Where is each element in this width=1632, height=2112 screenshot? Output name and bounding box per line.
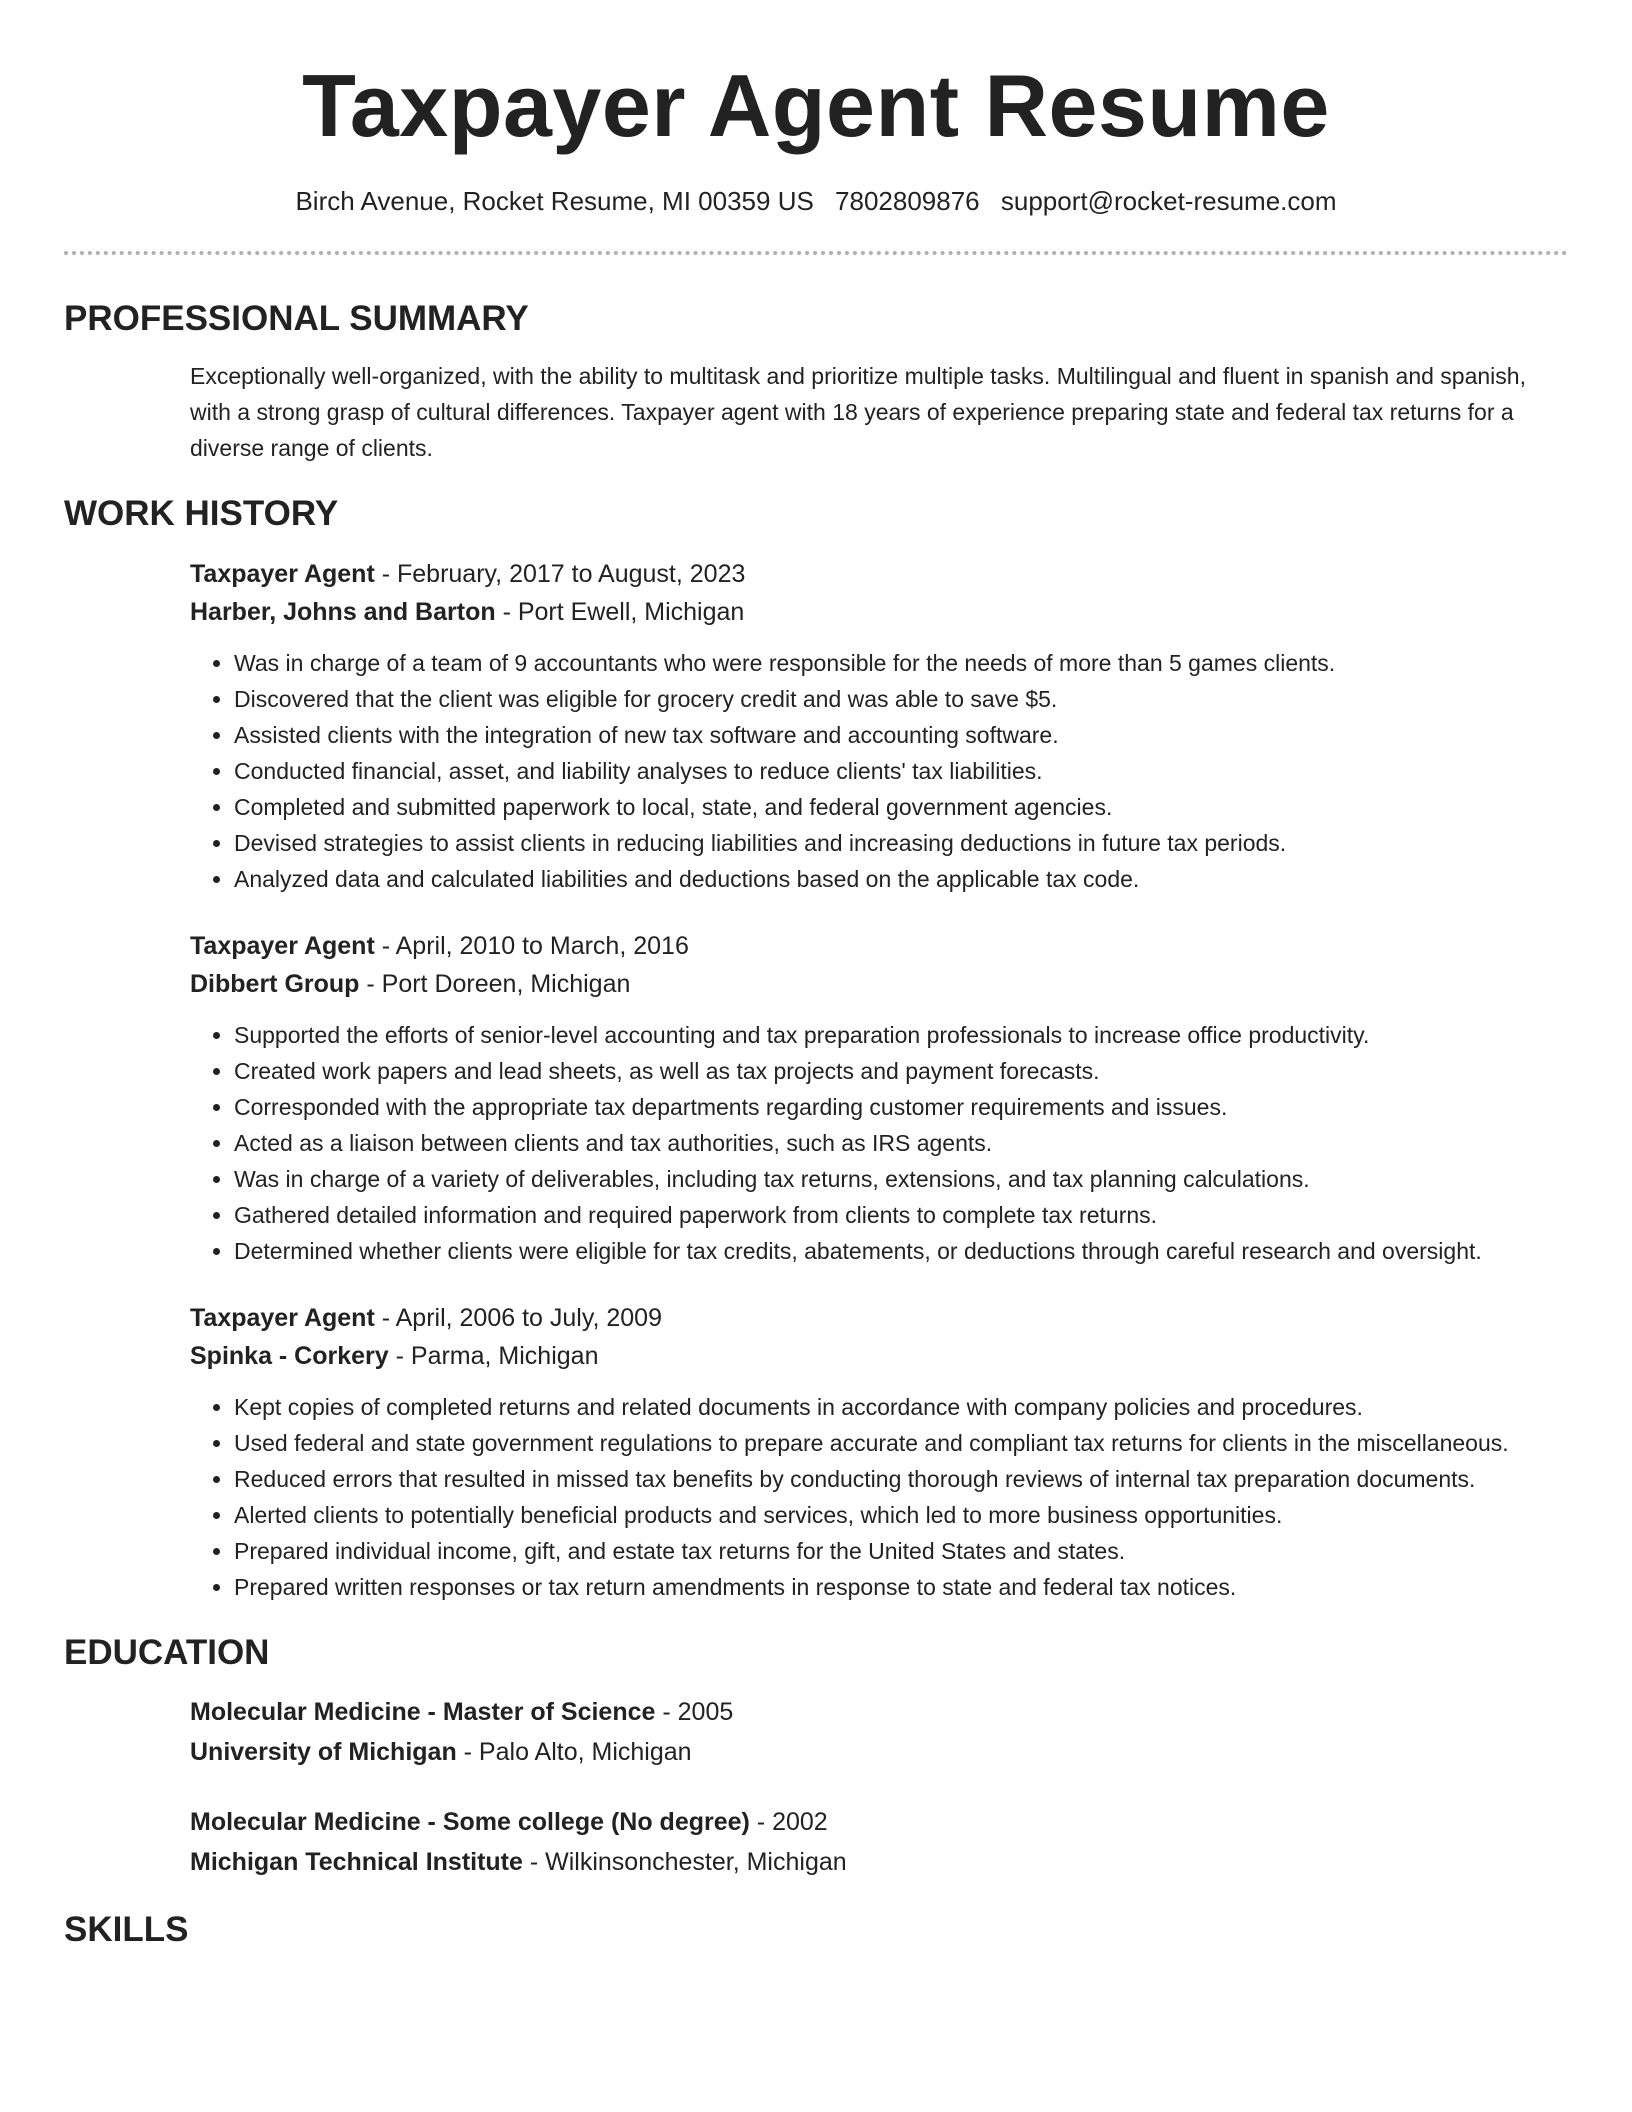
education-degree-line <box>190 1692 1558 1732</box>
job-bullet-list <box>190 1389 1558 1605</box>
job-company-line <box>190 965 1558 1003</box>
list-item: • Acted as a liaison between clients and tax authorities, such as IRS agents. <box>234 1125 1558 1161</box>
list-item: • Completed and submitted paperwork to local, state, and federal government agencies. <box>234 789 1558 825</box>
summary-text: Exceptionally well-organized, with the ability to multitask and prioritize multiple tasks. Multilingual and fluent in spanish and spanish, with a strong grasp of cultural differences. Taxpayer agent with 18 years of experience preparing state and federal tax returns for a diverse range of clients. <box>190 363 1526 461</box>
list-item: • Discovered that the client was eligible for grocery credit and was able to save $5. <box>234 681 1558 717</box>
job-location: - Port Ewell, Michigan <box>495 598 745 626</box>
list-item: • Gathered detailed information and required paperwork from clients to complete tax returns. <box>234 1197 1558 1233</box>
education-school: Michigan Technical Institute <box>190 1848 523 1876</box>
education-school: University of Michigan <box>190 1738 457 1766</box>
job-entry <box>190 927 1558 1269</box>
list-item: • Used federal and state government regulations to prepare accurate and compliant tax returns for clients in the miscellaneous. <box>234 1425 1558 1461</box>
education-year: - 2002 <box>749 1808 828 1836</box>
list-item: • Was in charge of a team of 9 accountants who were responsible for the needs of more than 5 games clients. <box>234 645 1558 681</box>
summary-section <box>64 358 1568 466</box>
list-item: • Was in charge of a variety of deliverables, including tax returns, extensions, and tax planning calculations. <box>234 1161 1558 1197</box>
job-dates: - February, 2017 to August, 2023 <box>374 560 746 588</box>
list-item: • Conducted financial, asset, and liability analyses to reduce clients' tax liabilities. <box>234 753 1558 789</box>
list-item: • Alerted clients to potentially beneficial products and services, which led to more business opportunities. <box>234 1497 1558 1533</box>
education-location: - Wilkinsonchester, Michigan <box>522 1848 847 1876</box>
job-location: - Parma, Michigan <box>388 1342 599 1370</box>
education-location: - Palo Alto, Michigan <box>456 1738 692 1766</box>
list-item: • Prepared written responses or tax return amendments in response to state and federal tax notices. <box>234 1569 1558 1605</box>
job-company-line <box>190 593 1558 631</box>
list-item: • Kept copies of completed returns and related documents in accordance with company policies and procedures. <box>234 1389 1558 1425</box>
education-section <box>64 1692 1568 1882</box>
education-year: - 2005 <box>655 1698 734 1726</box>
email-text: support@rocket-resume.com <box>1000 186 1337 216</box>
list-item: • Analyzed data and calculated liabilities and deductions based on the applicable tax code. <box>234 861 1558 897</box>
job-company-line <box>190 1337 1558 1375</box>
phone-text: 7802809876 <box>835 186 980 216</box>
address-text: Birch Avenue, Rocket Resume, MI 00359 US <box>295 186 814 216</box>
job-entry <box>190 1299 1558 1605</box>
summary-heading: PROFESSIONAL SUMMARY <box>64 299 529 338</box>
header-divider <box>64 251 1568 255</box>
list-item: • Reduced errors that resulted in missed tax benefits by conducting thorough reviews of internal tax preparation documents. <box>234 1461 1558 1497</box>
job-location: - Port Doreen, Michigan <box>359 970 631 998</box>
education-degree-line <box>190 1802 1558 1842</box>
list-item: • Created work papers and lead sheets, as well as tax projects and payment forecasts. <box>234 1053 1558 1089</box>
list-item: • Devised strategies to assist clients in reducing liabilities and increasing deductions in future tax periods. <box>234 825 1558 861</box>
contact-line <box>64 186 1568 217</box>
work-history-section <box>64 555 1568 1605</box>
job-entry <box>190 555 1558 897</box>
resume-title: Taxpayer Agent Resume <box>302 56 1330 155</box>
list-item: • Corresponded with the appropriate tax departments regarding customer requirements and issues. <box>234 1089 1558 1125</box>
job-dates: - April, 2006 to July, 2009 <box>374 1304 662 1332</box>
education-degree: Molecular Medicine - Master of Science <box>190 1698 656 1726</box>
job-role: Taxpayer Agent <box>190 932 375 960</box>
education-entry <box>190 1802 1558 1882</box>
job-role: Taxpayer Agent <box>190 1304 375 1332</box>
education-heading: EDUCATION <box>64 1633 270 1672</box>
job-role-line <box>190 555 1558 593</box>
education-school-line <box>190 1842 1558 1882</box>
job-role-line <box>190 927 1558 965</box>
job-dates: - April, 2010 to March, 2016 <box>374 932 689 960</box>
education-degree: Molecular Medicine - Some college (No degree) <box>190 1808 750 1836</box>
list-item: • Prepared individual income, gift, and estate tax returns for the United States and states. <box>234 1533 1558 1569</box>
list-item: • Assisted clients with the integration of new tax software and accounting software. <box>234 717 1558 753</box>
education-school-line <box>190 1732 1558 1772</box>
list-item: • Supported the efforts of senior-level accounting and tax preparation professionals to increase office productivity. <box>234 1017 1558 1053</box>
job-role-line <box>190 1299 1558 1337</box>
job-bullet-list <box>190 1017 1558 1269</box>
job-company: Spinka - Corkery <box>190 1342 389 1370</box>
list-item: • Determined whether clients were eligible for tax credits, abatements, or deductions through careful research and oversight. <box>234 1233 1558 1269</box>
work-history-heading: WORK HISTORY <box>64 494 339 533</box>
skills-heading: SKILLS <box>64 1910 189 1949</box>
job-role: Taxpayer Agent <box>190 560 375 588</box>
job-bullet-list <box>190 645 1558 897</box>
education-entry <box>190 1692 1558 1772</box>
job-company: Dibbert Group <box>190 970 360 998</box>
job-company: Harber, Johns and Barton <box>190 598 496 626</box>
